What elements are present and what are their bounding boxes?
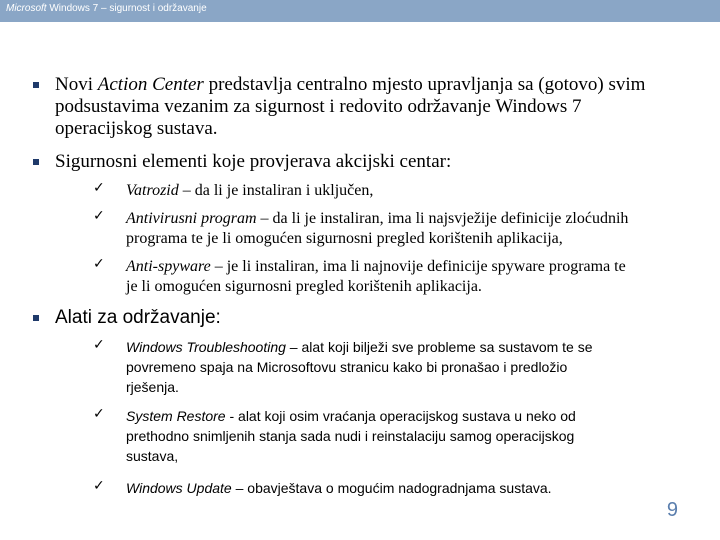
sub-item-vatrozid (126, 181, 706, 201)
checkmark-icon: ✓ (93, 256, 105, 272)
bullet-1-text-a: Novi (55, 74, 98, 95)
sub-item-text: - alat koji osim vraćanja operacijskog sustava u neko od (225, 408, 576, 424)
sub-item-troubleshooting (126, 337, 706, 397)
sub-item-emphasis: Anti-spyware (126, 258, 211, 275)
sub-item-emphasis: System Restore (126, 408, 226, 424)
bullet-1-line-3: operacijskog sustava. (55, 118, 218, 139)
sub-item-windows-update (126, 478, 706, 498)
bullet-2: Sigurnosni elementi koje provjerava akcijski centar: (55, 151, 452, 172)
checkmark-icon: ✓ (93, 478, 105, 494)
bullet-1-line-2: podsustavima vezanim za sigurnost i redovito održavanje Windows 7 (55, 96, 582, 117)
header-title-rest: Windows 7 – sigurnost i održavanje (46, 3, 207, 14)
sub-item-text: – alat koji bilježi sve probleme sa sustavom te se (285, 339, 593, 355)
bullet-1 (55, 74, 705, 140)
sub-item-emphasis: Windows Troubleshooting (126, 339, 286, 355)
sub-item-line-3: rješenja. (126, 379, 179, 395)
sub-item-line-3: sustava, (126, 448, 179, 464)
sub-item-line-2: povremeno spaja na Microsoftovu stranicu kako bi pronašao i predložio (126, 359, 568, 375)
sub-item-line-2: je li omogućen sigurnosni pregled korištenih aplikacija. (126, 278, 482, 295)
sub-item-text: – je li instaliran, ima li najnovije definicije spyware programa te (210, 258, 626, 275)
sub-item-emphasis: Windows Update (126, 480, 232, 496)
sub-item-emphasis: Vatrozid (126, 182, 179, 199)
bullet-1-emphasis: Action Center (97, 74, 204, 95)
bullet-1-text-c: predstavlja centralno mjesto upravljanja sa (gotovo) svim (203, 74, 646, 95)
bullet-3: Alati za održavanje: (55, 307, 221, 328)
bullet-square (33, 82, 39, 88)
sub-item-text: – obavještava o mogućim nadogradnjama sustava. (231, 480, 552, 496)
page-number: 9 (666, 499, 678, 521)
sub-item-text: – da li je instaliran, ima li najsvježije definicije zloćudnih (256, 210, 629, 227)
bullet-square (33, 159, 39, 165)
sub-item-system-restore (126, 406, 706, 466)
sub-item-line-2: prethodno snimljenih stanja sada nudi i reinstalaciju samog operacijskog (126, 428, 575, 444)
header-title-prefix: Microsoft (6, 3, 47, 14)
checkmark-icon: ✓ (93, 180, 105, 196)
sub-item-antivirus (126, 209, 706, 249)
bullet-1-line-1 (55, 74, 705, 96)
sub-item-line-2: programa te je li omogućen sigurnosni pregled korištenih aplikacija, (126, 230, 563, 247)
sub-item-antispyware (126, 257, 706, 297)
bullet-square (33, 315, 39, 321)
checkmark-icon: ✓ (93, 406, 105, 422)
sub-item-text: – da li je instaliran i uključen, (178, 182, 374, 199)
sub-item-emphasis: Antivirusni program (126, 210, 257, 227)
checkmark-icon: ✓ (93, 208, 105, 224)
checkmark-icon: ✓ (93, 337, 105, 353)
